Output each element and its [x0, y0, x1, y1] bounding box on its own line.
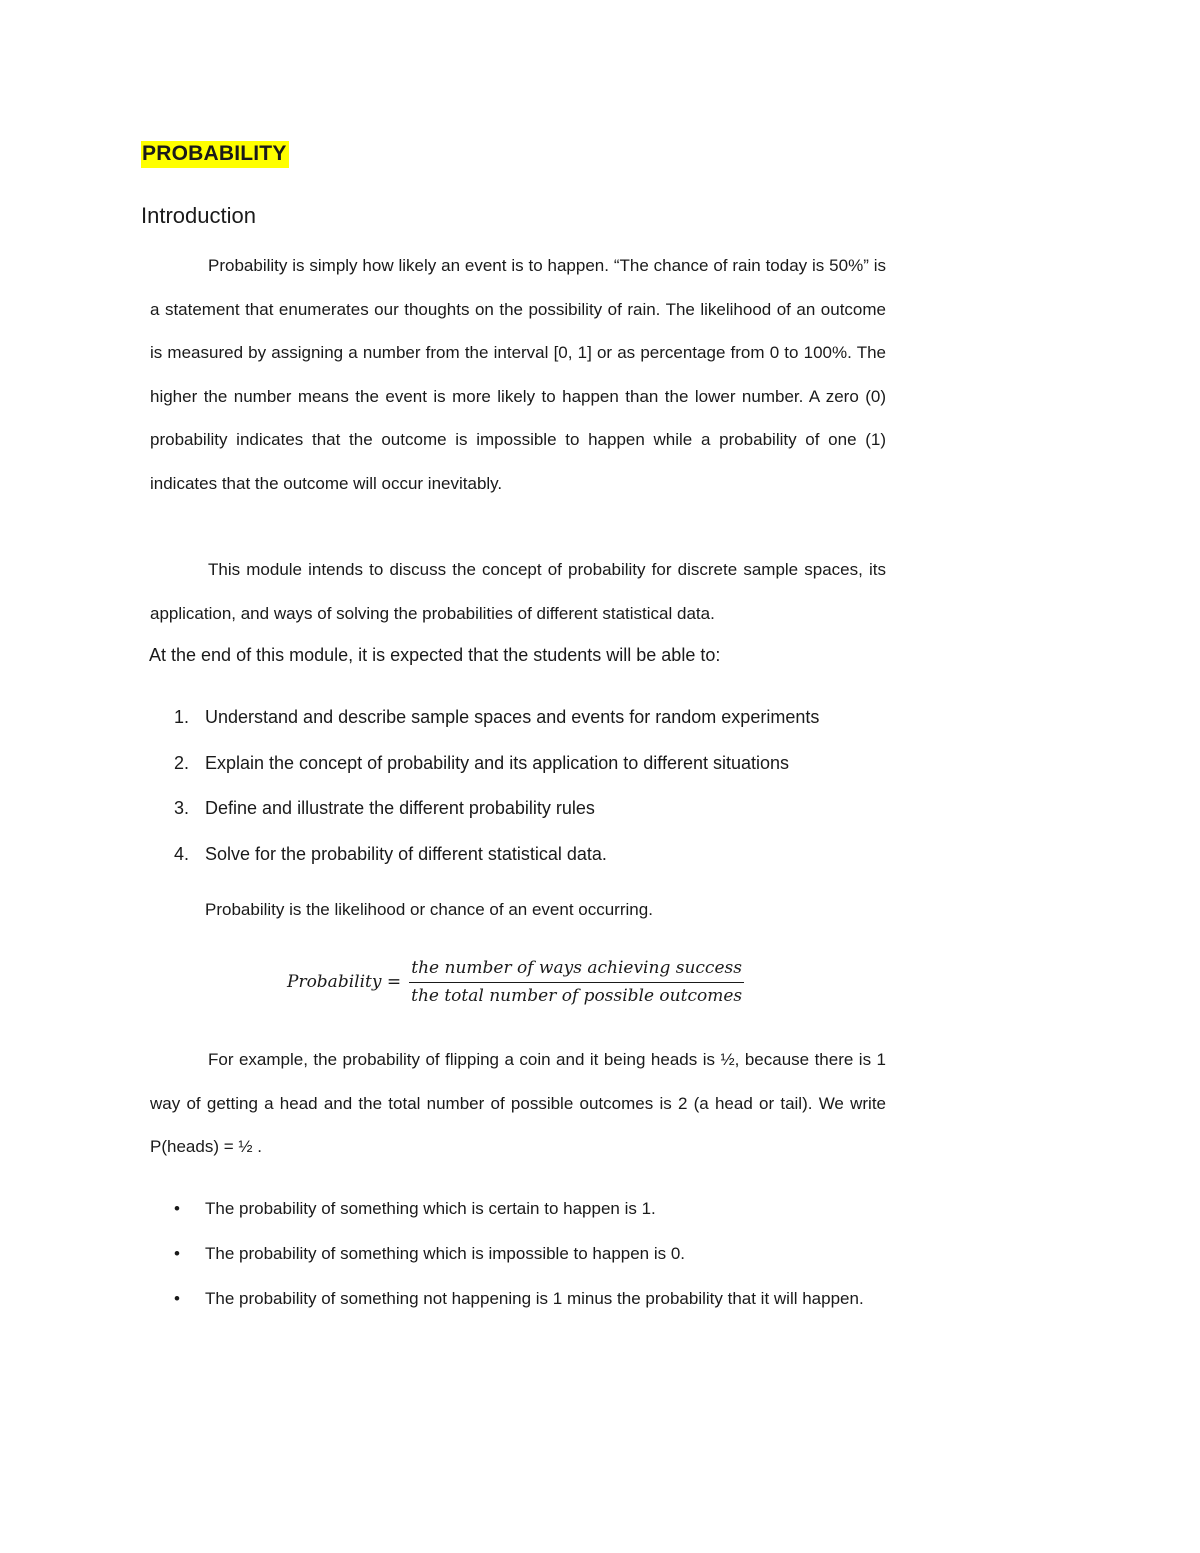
list-item-text: The probability of something not happening is 1 minus the probability that it will happen. — [205, 1289, 864, 1308]
section-heading-introduction: Introduction — [141, 203, 256, 228]
bullet-icon: • — [174, 1289, 180, 1308]
bullet-list — [174, 1186, 888, 1321]
list-item — [174, 844, 819, 890]
list-item-text: Define and illustrate the different probability rules — [205, 798, 595, 818]
list-item — [174, 707, 819, 753]
list-item-text: Solve for the probability of different statistical data. — [205, 843, 607, 864]
list-item-text: Explain the concept of probability and its application to different situations — [205, 752, 790, 773]
expectation-line: At the end of this module, it is expected that the students will be able to: — [149, 645, 721, 665]
list-number: 1. — [174, 707, 190, 727]
list-item — [174, 798, 819, 844]
intro-paragraph: Probability is simply how likely an event is to happen. “The chance of rain today is 50%” is a statement that enumerates our thoughts on the possibility of rain. The likelihood of an outcome is measured by assigning a number from the interval [0, 1] or as percentage from 0 to 100%. The higher the number means the event is more likely to happen than the lower number. A zero (0) probability indicates that the outcome is impossible to happen while a probability of one (1) indicates that the outcome will occur inevitably. — [150, 256, 886, 493]
formula-denominator: the total number of possible outcomes — [411, 986, 743, 1006]
definition-line: Probability is the likelihood or chance of an event occurring. — [205, 900, 653, 919]
bullet-icon: • — [174, 1199, 180, 1218]
list-number: 4. — [174, 843, 190, 864]
document-title: PROBABILITY — [141, 141, 289, 168]
formula-numerator: the number of ways achieving success — [409, 958, 744, 983]
list-item — [174, 753, 819, 799]
list-number: 2. — [174, 752, 190, 773]
list-item — [174, 1276, 888, 1321]
list-item — [174, 1231, 888, 1276]
objectives-list — [174, 707, 819, 889]
formula-lhs: Probability = — [287, 972, 402, 992]
example-paragraph: For example, the probability of flipping a coin and it being heads is ½, because there is 1 way of getting a head and the total number of possible outcomes is 2 (a head or tail). We write P(heads) = ½ . — [150, 1050, 886, 1157]
bullet-icon: • — [174, 1244, 180, 1263]
formula-fraction — [409, 958, 744, 1006]
list-item-text: Understand and describe sample spaces and events for random experiments — [205, 707, 820, 727]
list-number: 3. — [174, 798, 190, 818]
module-paragraph: This module intends to discuss the concept of probability for discrete sample spaces, its application, and ways of solving the probabilities of different statistical data. — [150, 560, 886, 623]
list-item-text: The probability of something which is impossible to happen is 0. — [205, 1244, 686, 1263]
list-item-text: The probability of something which is certain to happen is 1. — [205, 1199, 656, 1218]
probability-formula — [287, 958, 744, 1006]
list-item — [174, 1186, 888, 1231]
